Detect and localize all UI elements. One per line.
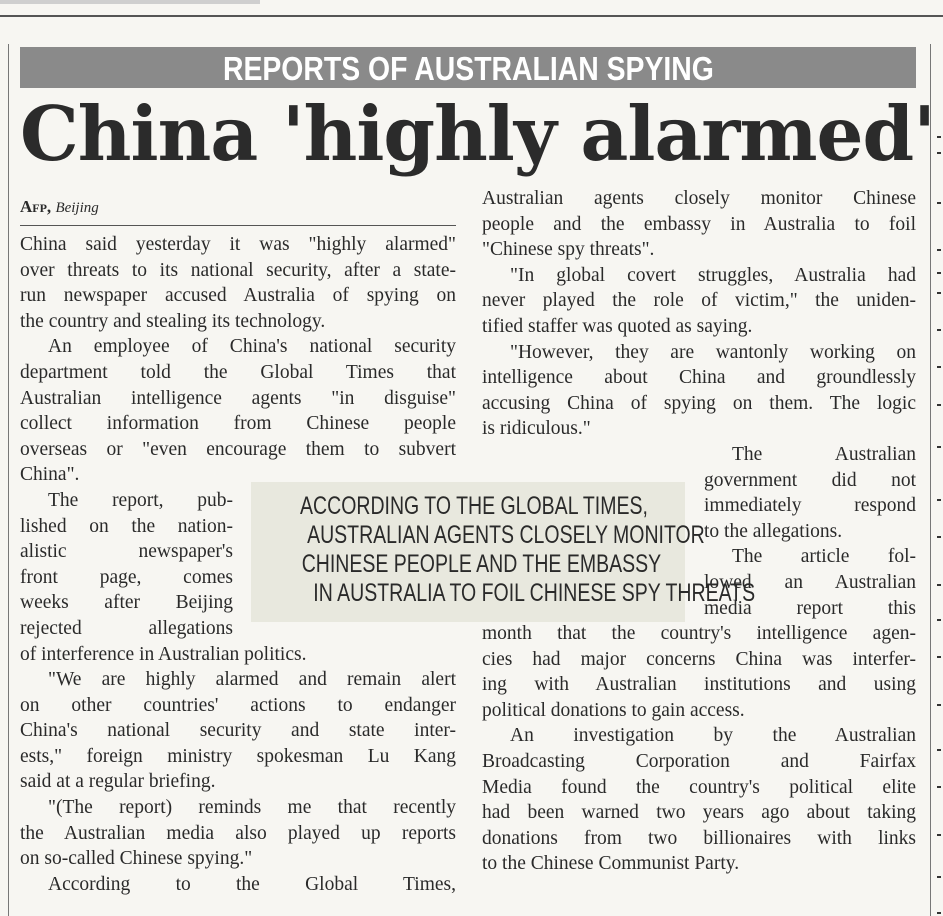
text-line: "Chinese spy threats". <box>482 239 655 261</box>
text-line: overseas or "even encourage them to subvert <box>20 438 456 460</box>
text-line: to the allegations. <box>704 520 843 542</box>
text-line: on other countries' actions to endanger <box>20 694 456 716</box>
text-line: is ridiculous." <box>482 418 591 440</box>
left-column-rule <box>8 44 9 916</box>
text-line: China". <box>20 464 80 486</box>
text-line: over threats to its national security, after a state- <box>20 259 456 281</box>
text-line: cies had major concerns China was interfer- <box>482 648 916 670</box>
top-bar <box>0 0 260 4</box>
text-line: of interference in Australian politics. <box>20 643 307 665</box>
pull-quote-text: AUSTRALIAN AGENTS CLOSELY MONITOR <box>307 521 705 549</box>
text-line: on so-called Chinese spying." <box>20 848 253 870</box>
text-line: the country and stealing its technology. <box>20 310 326 332</box>
byline-agency: Afp, <box>20 197 52 216</box>
text-line: run newspaper accused Australia of spying on <box>20 285 456 307</box>
text-line: department told the Global Times that <box>20 361 456 383</box>
page-top-rule <box>0 15 943 17</box>
pull-quote-text: IN AUSTRALIA TO FOIL CHINESE SPY THREATS <box>313 579 756 607</box>
adjacent-article-edge <box>934 44 943 916</box>
text-line: government did not <box>704 469 916 491</box>
text-line: lowed an Australian <box>704 571 916 593</box>
text-line: rejected allegations <box>20 617 233 639</box>
pull-quote-line <box>251 579 756 608</box>
text-line: Media found the country's political elite <box>482 776 916 798</box>
text-line: "We are highly alarmed and remain alert <box>48 669 456 691</box>
headline <box>20 84 935 184</box>
text-line: Broadcasting Corporation and Fairfax <box>482 751 916 773</box>
text-line: An employee of China's national security <box>48 336 456 358</box>
text-line: tified staffer was quoted as saying. <box>482 315 753 337</box>
text-line: An investigation by the Australian <box>510 725 916 747</box>
text-line: intelligence about China and groundlessly <box>482 367 916 389</box>
text-line: alistic newspaper's <box>20 541 233 563</box>
text-line: people and the embassy in Australia to foil <box>482 213 916 235</box>
text-line: media report this <box>704 597 916 619</box>
text-line: accusing China of spying on them. The logic <box>482 392 916 414</box>
text-line: ing with Australian institutions and using <box>482 674 916 696</box>
text-line: "(The report) reminds me that recently <box>48 797 456 819</box>
pull-quote-text: CHINESE PEOPLE AND THE EMBASSY <box>301 550 662 578</box>
text-line: The Australian <box>732 443 916 465</box>
text-line: "However, they are wantonly working on <box>510 341 916 363</box>
text-line: donations from two billionaires with links <box>482 827 916 849</box>
text-line: China's national security and state inter- <box>20 720 456 742</box>
headline-text: China 'highly alarmed' <box>20 90 935 178</box>
pull-quote-text: ACCORDING TO THE GLOBAL TIMES, <box>300 492 648 520</box>
text-line: weeks after Beijing <box>20 592 233 614</box>
text-line: the Australian media also played up reports <box>20 822 456 844</box>
text-line: According to the Global Times, <box>48 873 456 895</box>
pull-quote <box>251 482 756 622</box>
text-line: The article fol- <box>732 546 916 568</box>
text-line: Australian agents closely monitor Chinese <box>482 188 916 209</box>
text-line: collect information from Chinese people <box>20 413 456 435</box>
text-line: "In global covert struggles, Australia had <box>510 264 916 286</box>
text-line: never played the role of victim," the uniden- <box>482 290 916 312</box>
text-line: month that the country's intelligence agen- <box>482 623 916 645</box>
text-line: lished on the nation- <box>20 515 233 537</box>
text-line: political donations to gain access. <box>482 699 745 721</box>
pull-quote-line <box>251 521 705 550</box>
text-line: ests," foreign ministry spokesman Lu Kang <box>20 745 456 767</box>
text-line: said at a regular briefing. <box>20 771 216 793</box>
text-line: had been warned two years ago about taking <box>482 802 916 824</box>
text-line: The report, pub- <box>48 489 233 511</box>
byline-place: Beijing <box>55 200 99 216</box>
text-line: immediately respond <box>704 495 916 517</box>
text-line: Australian intelligence agents "in disguise" <box>20 387 456 409</box>
byline <box>20 196 456 226</box>
text-line: China said yesterday it was "highly alarmed" <box>20 234 456 255</box>
pull-quote-line <box>251 492 685 521</box>
text-line: to the Chinese Communist Party. <box>482 853 740 875</box>
kicker-banner <box>20 47 916 88</box>
kicker-text: REPORTS OF AUSTRALIAN SPYING <box>222 50 714 87</box>
pull-quote-line <box>251 550 685 579</box>
text-line: front page, comes <box>20 566 233 588</box>
